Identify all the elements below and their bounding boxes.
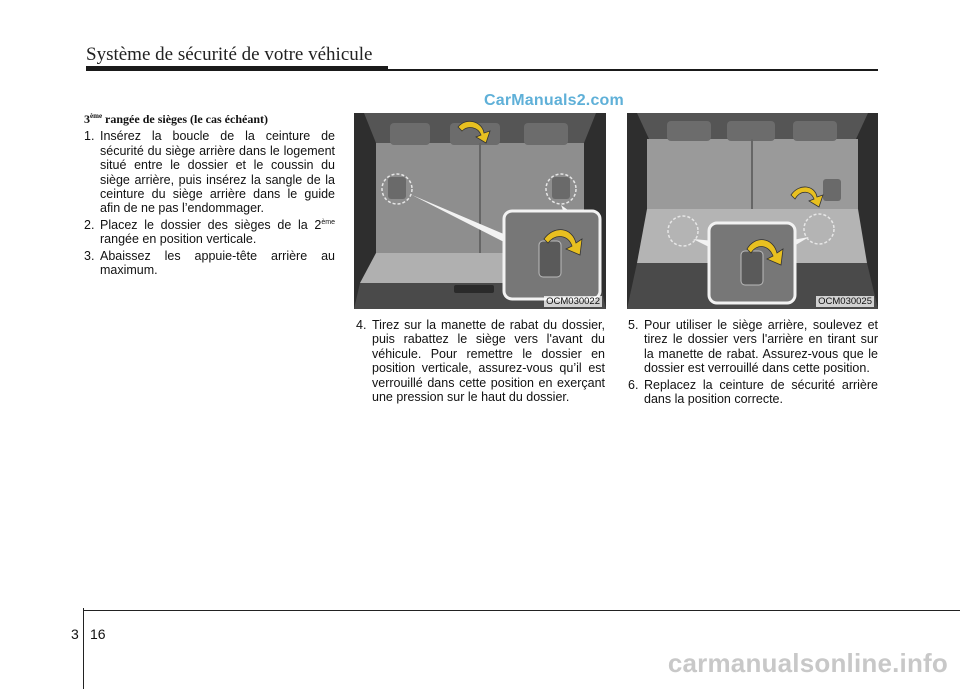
column-2 bbox=[356, 318, 605, 406]
column-3 bbox=[628, 318, 878, 408]
watermark-bottom[interactable]: carmanualsonline.info bbox=[667, 648, 948, 678]
footer-vertical-rule bbox=[83, 608, 84, 689]
figure-cargo-seat-fold bbox=[354, 113, 606, 309]
footer-page-number: 16 bbox=[90, 626, 106, 642]
figure-code-1: OCM030022 bbox=[546, 296, 600, 307]
page-header-title: Système de sécurité de votre véhicule bbox=[86, 44, 373, 65]
step-3: 3. Abaissez les appuie-tête arrière au maximum. bbox=[84, 248, 335, 278]
header-rule-thick bbox=[86, 66, 388, 71]
figure-code-2: OCM030025 bbox=[818, 296, 872, 307]
figure-cargo-seat-raise bbox=[627, 113, 878, 309]
step-6: 6. Replacez la ceinture de sécurité arrière dans la position correcte. bbox=[628, 377, 878, 407]
step-2: 2. Placez le dossier des sièges de la 2ème rangée en position verticale. bbox=[84, 217, 335, 247]
column-1 bbox=[84, 112, 335, 279]
step-1: 1. Insérez la boucle de la ceinture de sécurité du siège arrière dans le logement situé entre le dossier et le coussin du siège arrière, puis insérez la sangle de la ceinture du siège arrière dans le guide afin de ne pas l’endommager. bbox=[84, 129, 335, 216]
step-5: 5. Pour utiliser le siège arrière, soulevez et tirez le dossier vers l'arrière en tirant sur la manette de rabat. Assurez-vous que le dossier est verrouillé dans cette position. bbox=[628, 318, 878, 376]
step-4: 4. Tirez sur la manette de rabat du dossier, puis rabattez le siège vers l'avant du véhicule. Pour remettre le dossier en position verticale, assurez-vous qu’il est verrouillé dans cette position en exerçant une pression sur le haut du dossier. bbox=[356, 318, 605, 405]
footer-rule bbox=[83, 610, 960, 611]
cargo-illustration-1 bbox=[354, 113, 606, 309]
cargo-illustration-2 bbox=[627, 113, 878, 309]
watermark-top[interactable]: CarManuals2.com bbox=[484, 92, 624, 109]
header-rule-thin bbox=[388, 69, 878, 71]
subheading: 3ème rangée de sièges (le cas échéant) bbox=[84, 112, 268, 126]
footer-chapter-number: 3 bbox=[71, 626, 79, 642]
